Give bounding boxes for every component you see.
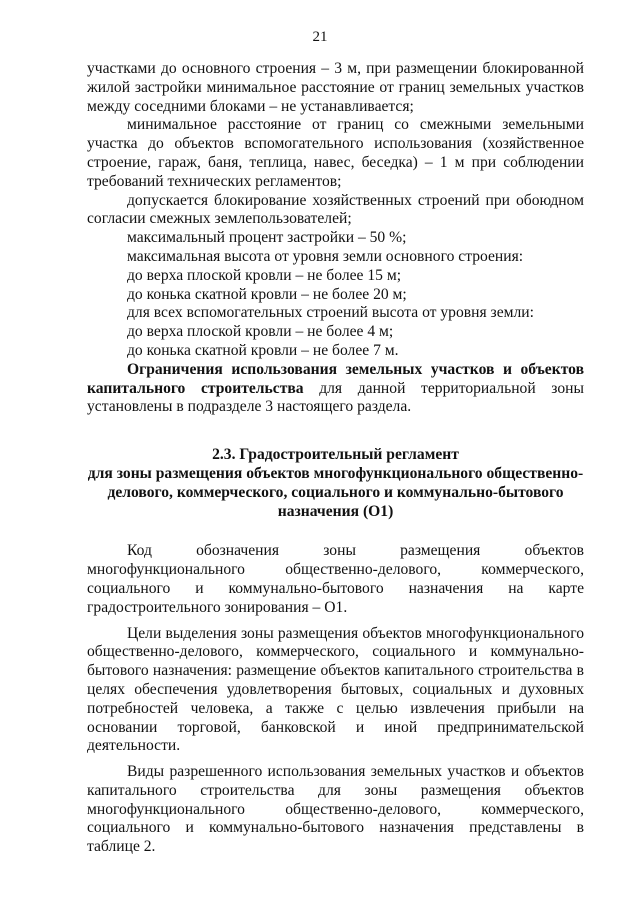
- section-heading-title: 2.3. Градостроительный регламент: [212, 446, 459, 464]
- paragraph-zone-goals: Цели выделения зоны размещения объектов многофункционального общественно-делового, коммерческого, социального и коммунально-бытового назначения: размещение объектов капитального строительства в целях обеспечения удовлетворения бытовых, социальных и духовных потребностей человека, а также с целью извлечения прибыли на основании торговой, банковской и иной предпринимательской деятельности.: [87, 624, 584, 755]
- paragraph-pitched-roof-aux: до конька скатной кровли – не более 7 м.: [127, 341, 399, 359]
- paragraph-continued: участками до основного строения – 3 м, при размещении блокированной жилой застройки минимальное расстояние от границ земельных участков между соседними блоками – не устанавливается;: [87, 60, 584, 115]
- page-number: 21: [312, 29, 328, 45]
- paragraph-permitted-uses: Виды разрешенного использования земельных участков и объектов капитального строительства для зоны размещения объектов многофункционального общественно-делового, коммерческого, социального и коммунально-бытового назначения представлены в таблице 2.: [87, 763, 584, 856]
- section-heading-subtitle: для зоны размещения объектов многофункционального общественно-делового, коммерческого, социального и коммунально-бытового назначения (О1): [87, 464, 584, 520]
- paragraph-blocking: допускается блокирование хозяйственных строений при обоюдном согласии смежных землепользователей;: [87, 191, 584, 228]
- paragraph-pitched-roof-main: до конька скатной кровли – не более 20 м;: [127, 285, 407, 303]
- paragraph-auxiliary-height: для всех вспомогательных строений высота от уровня земли:: [127, 304, 534, 322]
- paragraph-flat-roof-aux: до верха плоской кровли – не более 4 м;: [127, 323, 394, 341]
- paragraph-flat-roof-main: до верха плоской кровли – не более 15 м;: [127, 266, 402, 284]
- paragraph-auxiliary-distance: минимальное расстояние от границ со смежными земельными участка до объектов вспомогательного использования (хозяйственное строение, гараж, баня, теплица, навес, беседка) – 1 м при соблюдении требований технических регламентов;: [87, 116, 584, 190]
- paragraph-zone-code: Код обозначения зоны размещения объектов многофункционального общественно-делового, коммерческого, социального и коммунально-бытового назначения на карте градостроительного зонирования – О1.: [87, 542, 584, 616]
- restrictions-text: для данной территориальной зоны установлены в подразделе 3 настоящего раздела.: [87, 379, 584, 416]
- restrictions-bold-text: Ограничения использования земельных участков и объектов капитального строительства: [87, 360, 584, 397]
- document-body: [87, 60, 584, 857]
- paragraph-max-coverage: максимальный процент застройки – 50 %;: [127, 229, 407, 247]
- paragraph-restrictions: [87, 361, 584, 417]
- paragraph-max-height-main: максимальная высота от уровня земли основного строения:: [127, 247, 524, 265]
